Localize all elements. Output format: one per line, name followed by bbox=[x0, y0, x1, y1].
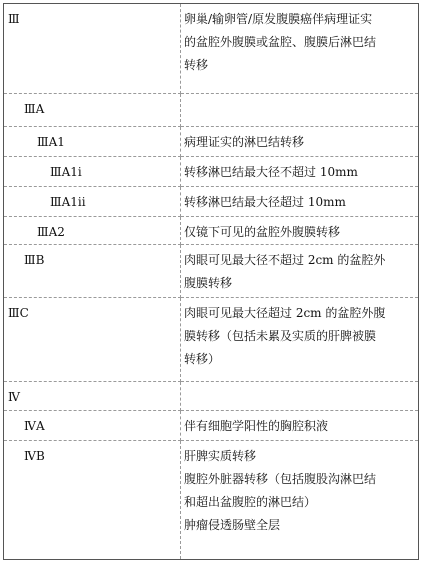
description-line: 腹膜转移 bbox=[184, 276, 233, 290]
description-line: 肉眼可见最大径不超过 2cm 的盆腔外 bbox=[184, 253, 386, 267]
description-cell bbox=[181, 187, 419, 217]
table-row bbox=[4, 217, 419, 245]
description-cell bbox=[181, 4, 419, 94]
description-cell bbox=[181, 94, 419, 127]
description-line: 仅镜下可见的盆腔外腹膜转移 bbox=[184, 225, 341, 239]
stage-label: ⅢB bbox=[24, 253, 45, 267]
description-cell bbox=[181, 382, 419, 411]
stage-cell bbox=[4, 441, 181, 560]
stage-label: ⅢA bbox=[24, 102, 45, 116]
table-row bbox=[4, 187, 419, 217]
description-line: 肝脾实质转移 bbox=[184, 449, 257, 463]
table-row bbox=[4, 157, 419, 187]
stage-cell bbox=[4, 4, 181, 94]
table-row bbox=[4, 382, 419, 411]
description-cell bbox=[181, 245, 419, 298]
description-line: 转移） bbox=[184, 352, 221, 366]
stage-cell bbox=[4, 217, 181, 245]
stage-cell bbox=[4, 157, 181, 187]
description-line: 卵巢/输卵管/原发腹膜癌伴病理证实 bbox=[184, 12, 373, 26]
description-line: 伴有细胞学阳性的胸腔积液 bbox=[184, 419, 329, 433]
stage-cell bbox=[4, 187, 181, 217]
table-row bbox=[4, 411, 419, 441]
stage-label: ⅢA1 bbox=[37, 135, 65, 149]
description-line: 膜转移（包括未累及实质的肝脾被膜 bbox=[184, 329, 377, 343]
stage-label: ⅢA2 bbox=[37, 225, 65, 239]
table-row bbox=[4, 441, 419, 560]
description-line: 和超出盆腹腔的淋巴结） bbox=[184, 495, 317, 509]
stage-cell bbox=[4, 298, 181, 382]
description-line: 肉眼可见最大径超过 2cm 的盆腔外腹 bbox=[184, 306, 386, 320]
stage-label: Ⅳ bbox=[8, 390, 20, 404]
stage-cell bbox=[4, 94, 181, 127]
description-line: 转移淋巴结最大径不超过 10mm bbox=[184, 165, 358, 179]
description-line: 的盆腔外腹膜或盆腔、腹膜后淋巴结 bbox=[184, 35, 377, 49]
description-line: 病理证实的淋巴结转移 bbox=[184, 135, 305, 149]
stage-cell bbox=[4, 245, 181, 298]
table-row bbox=[4, 94, 419, 127]
table-row bbox=[4, 127, 419, 157]
description-line: 腹腔外脏器转移（包括腹股沟淋巴结 bbox=[184, 472, 377, 486]
table-row bbox=[4, 4, 419, 94]
description-cell bbox=[181, 298, 419, 382]
description-line: 转移淋巴结最大径超过 10mm bbox=[184, 195, 346, 209]
stage-cell bbox=[4, 382, 181, 411]
description-cell bbox=[181, 217, 419, 245]
description-cell bbox=[181, 127, 419, 157]
stage-cell bbox=[4, 411, 181, 441]
staging-table bbox=[3, 3, 419, 560]
stage-label: ⅢC bbox=[8, 306, 29, 320]
stage-label: Ⅲ bbox=[8, 12, 20, 26]
description-cell bbox=[181, 411, 419, 441]
description-line: 转移 bbox=[184, 58, 209, 72]
description-line: 肿瘤侵透肠壁全层 bbox=[184, 518, 281, 532]
description-cell bbox=[181, 441, 419, 560]
stage-label: ⅢA1i bbox=[50, 165, 82, 179]
table-row bbox=[4, 245, 419, 298]
stage-label: ⅣA bbox=[24, 419, 45, 433]
description-cell bbox=[181, 157, 419, 187]
stage-cell bbox=[4, 127, 181, 157]
table-row bbox=[4, 298, 419, 382]
stage-label: ⅣB bbox=[24, 449, 45, 463]
stage-label: ⅢA1ii bbox=[50, 195, 86, 209]
